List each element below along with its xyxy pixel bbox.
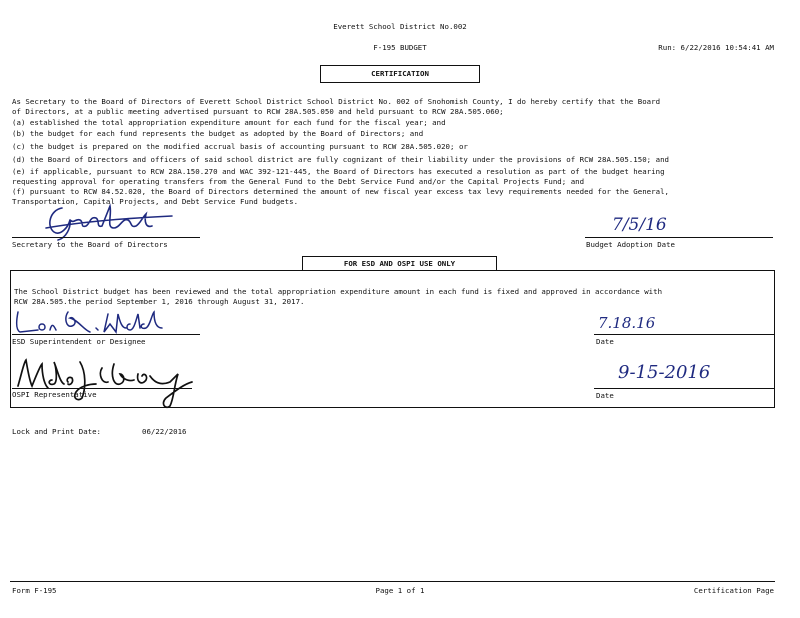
footer-rule: [10, 581, 775, 582]
esd-heading-box: [302, 256, 497, 271]
ospi-date-line: [594, 388, 774, 389]
ospi-signature-line: [12, 388, 192, 389]
footer-page: Page 1 of 1: [375, 586, 425, 595]
cert-line-6: (d) the Board of Directors and officers of said school district are fully cognizant of their liability under the provisions of RCW 28A.505.150; and: [12, 155, 670, 164]
district-title: Everett School District No.002: [333, 22, 467, 31]
cert-line-4: (b) the budget for each fund represents the budget as adopted by the Board of Directors; and: [12, 129, 424, 138]
cert-line-9: (f) pursuant to RCW 84.52.020, the Board of Directors determined the amount of new fiscal year excess tax levy requirements needed for the General,: [12, 187, 670, 196]
lock-print-date: 06/22/2016: [142, 427, 187, 436]
esd-label: ESD Superintendent or Designee: [12, 337, 146, 346]
esd-heading: FOR ESD AND OSPI USE ONLY: [343, 259, 456, 268]
secretary-label: Secretary to the Board of Directors: [12, 240, 168, 249]
esd-date-line: [594, 334, 774, 335]
cert-line-10: Transportation, Capital Projects, and Debt Service Fund budgets.: [12, 197, 299, 206]
footer-form: Form F-195: [12, 586, 57, 595]
lock-print-label: Lock and Print Date:: [12, 427, 101, 436]
run-stamp: Run: 6/22/2016 10:54:41 AM: [658, 43, 774, 52]
adoption-date-line: [585, 237, 773, 238]
cert-line-7: (e) if applicable, pursuant to RCW 28A.150.270 and WAC 392-121-445, the Board of Directors has executed a resolution as part of the budget hearing: [12, 167, 665, 176]
adoption-date-value: 7/5/16: [612, 215, 667, 235]
ospi-date-label: Date: [596, 391, 614, 400]
ospi-label: OSPI Representative: [12, 390, 97, 399]
ospi-signature: [10, 352, 196, 410]
esd-date-label: Date: [596, 337, 614, 346]
esd-date-value: 7.18.16: [598, 314, 656, 332]
cert-line-3: (a) established the total appropriation expenditure amount for each fund for the fiscal year; and: [12, 118, 446, 127]
cert-line-8: requesting approval for operating transfers from the General Fund to the Debt Service Fund and/or the Capital Projects Fund; and: [12, 177, 585, 186]
ospi-date-value: 9-15-2016: [618, 362, 711, 383]
secretary-signature-line: [12, 237, 200, 238]
cert-line-1: As Secretary to the Board of Directors of Everett School District School District No. 002 of Snohomish County, I do hereby certify that the Board: [12, 97, 661, 106]
adoption-date-label: Budget Adoption Date: [586, 240, 675, 249]
footer-page-name: Certification Page: [693, 586, 774, 595]
esd-line-1: The School District budget has been reviewed and the total appropriation expenditure amount in each fund is fixed and approved in accordance with: [14, 287, 663, 296]
secretary-signature: [40, 198, 180, 242]
certification-heading: CERTIFICATION: [371, 69, 429, 78]
esd-signature-line: [12, 334, 200, 335]
cert-line-2: of Directors, at a public meeting advertised pursuant to RCW 28A.505.050 and held pursuant to RCW 28A.505.060;: [12, 107, 504, 116]
cert-line-5: (c) the budget is prepared on the modified accrual basis of accounting pursuant to RCW 28A.505.020; or: [12, 142, 468, 151]
esd-line-2: RCW 28A.505.the period September 1, 2016 through August 31, 2017.: [14, 297, 305, 306]
certification-heading-box: [320, 65, 480, 83]
form-title: F-195 BUDGET: [373, 43, 427, 52]
